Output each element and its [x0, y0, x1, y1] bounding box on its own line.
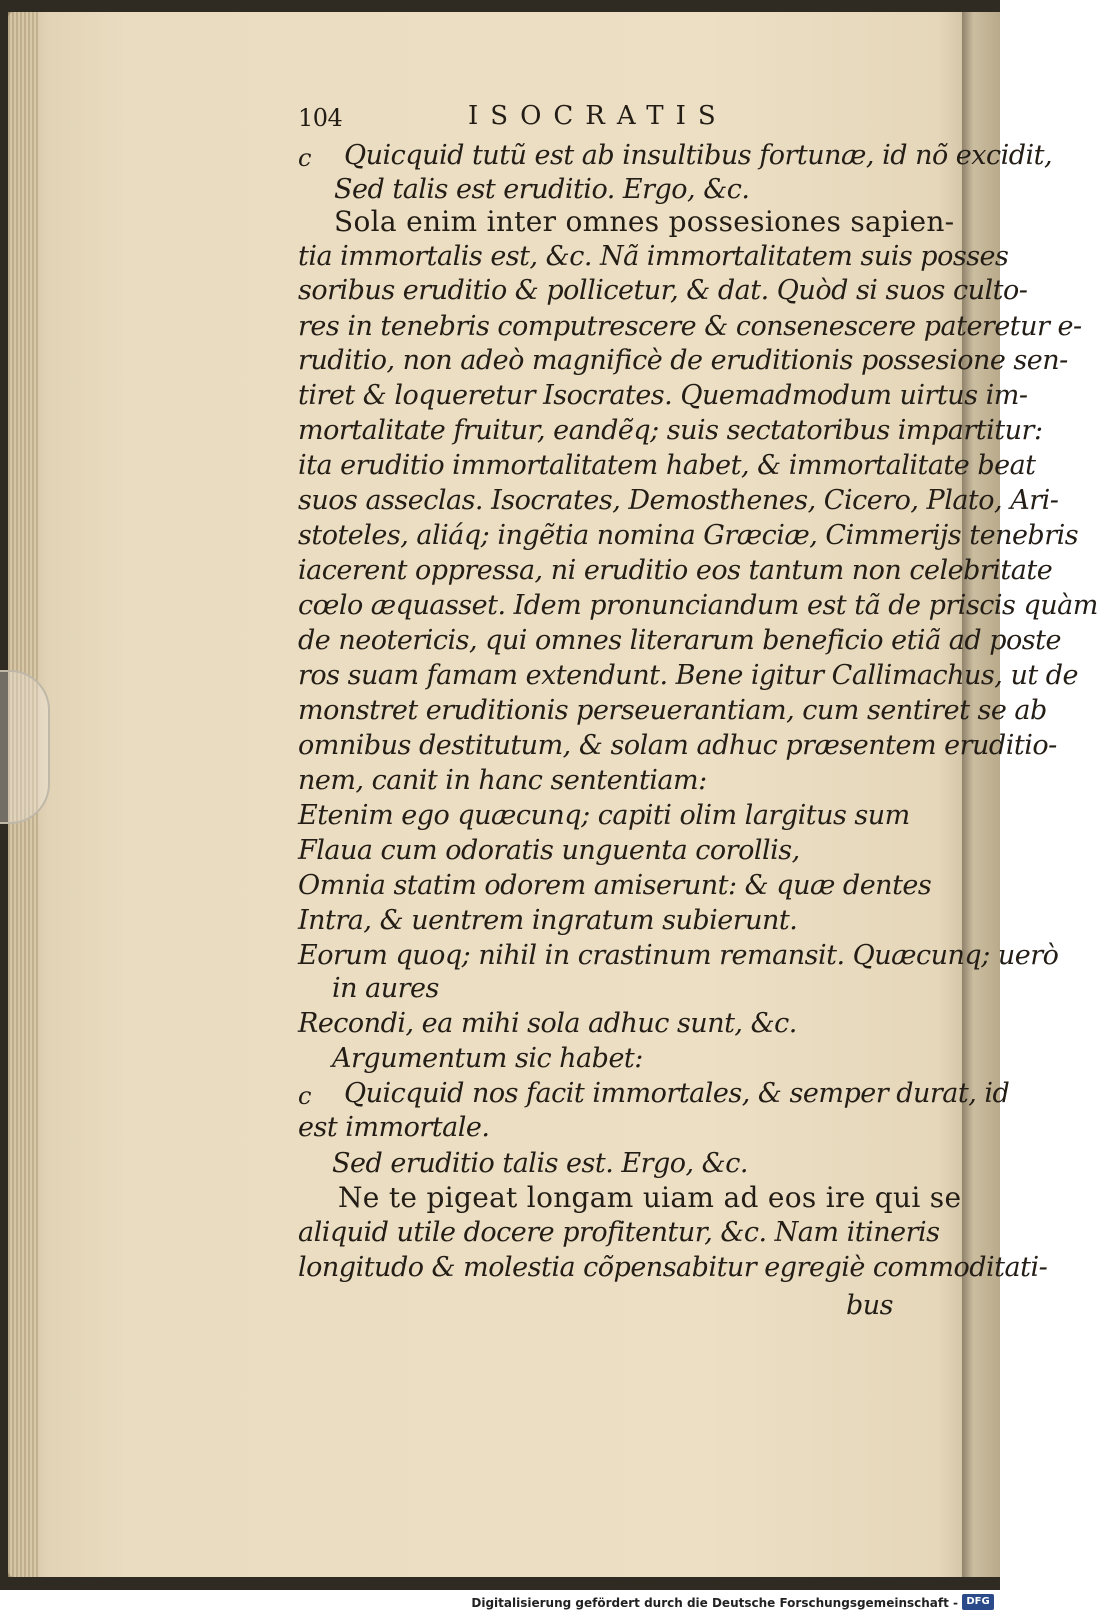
syllogism-marker: c: [298, 144, 311, 172]
footer-credit: Digitalisierung gefördert durch die Deutsche Forschungsgemeinschaft -: [471, 1596, 958, 1610]
text-line: stoteles, aliáq; ingẽtia nomina Græciæ, Cimmerijs tenebris: [298, 520, 1079, 551]
text-line: iacerent oppressa, ni eruditio eos tantum non celebritate: [298, 555, 1053, 586]
dfg-logo-icon: DFG: [962, 1594, 994, 1610]
text-line: Sola enim inter omnes possesiones sapien-: [334, 205, 955, 238]
text-line: nem, canit in hanc sententiam:: [298, 765, 707, 796]
text-line: Argumentum sic habet:: [332, 1043, 643, 1074]
verse-line: Recondi, ea mihi sola adhuc sunt, &c.: [298, 1008, 797, 1039]
page-number: 104: [298, 104, 343, 132]
text-line: ita eruditio immortalitatem habet, & immortalitate beat: [298, 450, 1036, 481]
text-line: Sed talis est eruditio. Ergo, &c.: [334, 174, 750, 205]
verse-line: Omnia statim odorem amiserunt: & quæ dentes: [298, 870, 932, 901]
page-clip: [0, 670, 50, 824]
text-line: omnibus destitutum, & solam adhuc præsentem eruditio-: [298, 730, 1057, 761]
text-line: Ne te pigeat longam uiam ad eos ire qui se: [338, 1181, 962, 1214]
footer-bar: [0, 1590, 1000, 1615]
text-line: tia immortalis est, &c. Nã immortalitatem suis posses: [298, 241, 1009, 272]
running-title: ISOCRATIS: [468, 101, 728, 131]
text-line: soribus eruditio & pollicetur, & dat. Quòd si suos culto-: [298, 275, 1028, 306]
text-line: res in tenebris computrescere & consenescere pateretur e-: [298, 311, 1082, 342]
text-line: Sed eruditio talis est. Ergo, &c.: [332, 1148, 748, 1179]
text-line: mortalitate fruitur, eandẽq; suis sectatoribus impartitur:: [298, 415, 1043, 446]
text-line: est immortale.: [298, 1112, 490, 1143]
verse-line: Intra, & uentrem ingratum subierunt.: [298, 905, 798, 936]
catchword: bus: [846, 1290, 894, 1321]
text-line: monstret eruditionis perseuerantiam, cum sentiret se ab: [298, 695, 1047, 726]
text-line: ruditio, non adeò magnificè de eruditionis possesione sen-: [298, 345, 1068, 376]
text-line: ros suam famam extendunt. Bene igitur Callimachus, ut de: [298, 660, 1079, 691]
verse-line: in aures: [332, 973, 439, 1004]
verse-line: Etenim ego quæcunq; capiti olim largitus sum: [298, 800, 910, 831]
text-line: longitudo & molestia cõpensabitur egregiè commoditati-: [298, 1252, 1048, 1283]
text-line: tiret & loqueretur Isocrates. Quemadmodum uirtus im-: [298, 380, 1028, 411]
text-line: de neotericis, qui omnes literarum beneficio etiã ad poste: [298, 625, 1061, 656]
text-line: Quicquid tutũ est ab insultibus fortunæ, id nõ excidit,: [344, 140, 1053, 171]
text-line: cœlo æquasset. Idem pronunciandum est tã de priscis quàm: [298, 590, 1098, 621]
syllogism-marker: c: [298, 1082, 311, 1110]
text-line: aliquid utile docere profitentur, &c. Nam itineris: [298, 1217, 940, 1248]
verse-line: Flaua cum odoratis unguenta corollis,: [298, 835, 800, 866]
text-line: Quicquid nos facit immortales, & semper durat, id: [344, 1078, 1010, 1109]
verse-line: Eorum quoq; nihil in crastinum remansit. Quæcunq; uerò: [298, 940, 1059, 971]
text-line: suos asseclas. Isocrates, Demosthenes, Cicero, Plato, Ari-: [298, 485, 1059, 516]
